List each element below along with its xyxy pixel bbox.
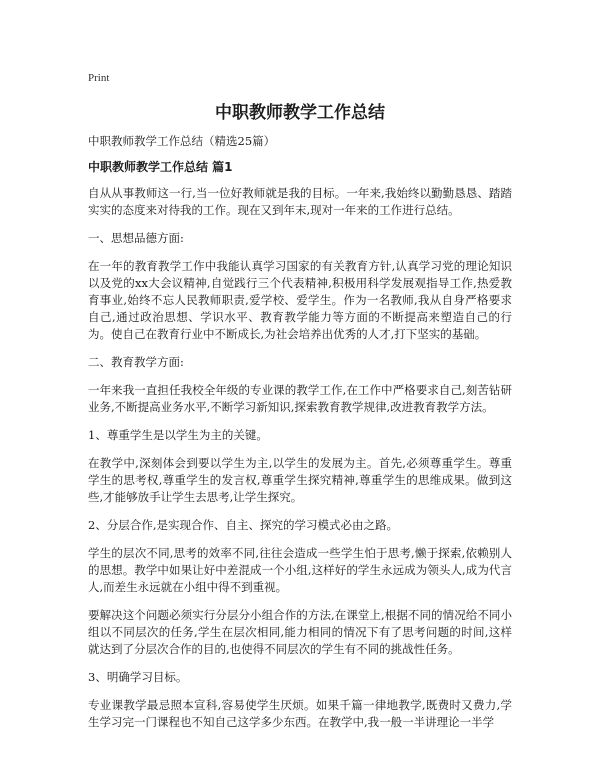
document-subtitle: 中职教师教学工作总结（精选25篇）	[88, 134, 276, 148]
paragraph-solution: 要解决这个问题必须实行分层分小组合作的方法,在课堂上,根据不同的情况给不同小组以不同层次的任务,学生在层次相同,能力相同的情况下有了思考问题的时间,这样就达到了分层次合作的目的,也使得不同层次的学生有不同的挑战性任务。	[88, 608, 512, 656]
paragraph-teaching: 一年来我一直担任我校全年级的专业课的教学工作,在工作中严格要求自己,刻苦钻研业务,不断提高业务水平,不断学习新知识,探索教育教学规律,改进教育教学方法。	[88, 383, 512, 414]
page-title: 中职教师教学工作总结	[215, 103, 385, 123]
paragraph-heading-ideology: 一、思想品德方面:	[88, 231, 184, 245]
paragraph-point-2: 2、分层合作,是实现合作、自主、探究的学习模式必由之路。	[88, 518, 398, 532]
paragraph-heading-teaching: 二、教育教学方面:	[88, 355, 184, 369]
paragraph-ideology: 在一年的教育教学工作中我能认真学习国家的有关教育方针,认真学习党的理论知识以及党的xx大会议精神,自觉践行三个代表精神,积极用科学发展观指导工作,热爱教育事业,始终不忘人民教师职责,爱学校、爱学生。作为一名教师,我从自身严格要求自己,通过政治思想、学识水平、教育教学能力等方面的不断提高来塑造自己的行为。使自己在教育行业中不断成长,为社会培养出优秀的人才,打下坚实的基础。	[88, 259, 512, 341]
paragraph-respect: 在教学中,深刻体会到要以学生为主,以学生的发展为主。首先,必须尊重学生。尊重学生的思考权,尊重学生的发言权,尊重学生探究精神,尊重学生的思维成果。做到这些,才能够放手让学生去思考,让学生探究。	[88, 456, 512, 504]
paragraph-point-3: 3、明确学习目标。	[88, 670, 188, 684]
section-heading: 中职教师教学工作总结 篇1	[88, 160, 233, 174]
paragraph-intro: 自从从事教师这一行,当一位好教师就是我的目标。一年来,我始终以勤勤恳恳、踏踏实实的态度来对待我的工作。现在又到年末,现对一年来的工作进行总结。	[88, 186, 512, 217]
print-label: Print	[88, 72, 110, 84]
paragraph-point-1: 1、尊重学生是以学生为主的关键。	[88, 428, 268, 442]
paragraph-levels: 学生的层次不同,思考的效率不同,往往会造成一些学生怕于思考,懒于探索,依赖别人的思想。教学中如果让好中差混成一个小组,这样好的学生永远成为领头人,成为代言人,而差生永远就在小组中得不到重视。	[88, 546, 512, 594]
paragraph-goals: 专业课教学最忌照本宣科,容易使学生厌烦。如果千篇一律地教学,既费时又费力,学生学习完一门课程也不知自己这学多少东西。在教学中,我一般一半讲理论一半学	[88, 698, 512, 729]
document-body	[88, 133, 512, 742]
